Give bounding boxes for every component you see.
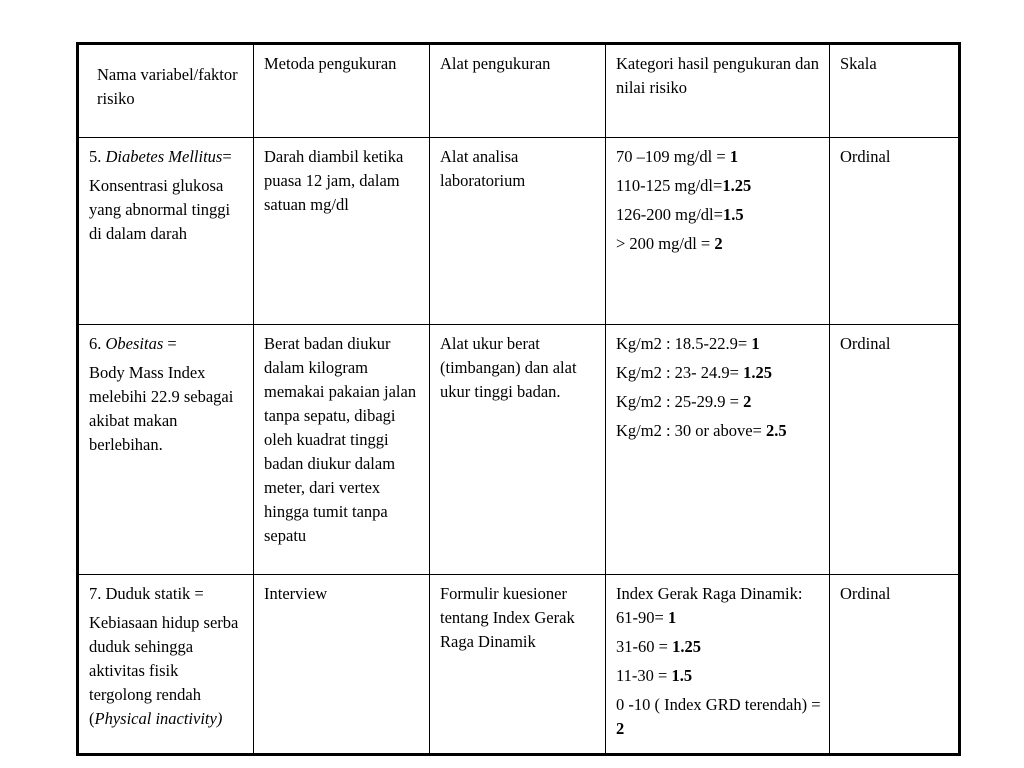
risk-value: 1.5 <box>722 205 744 224</box>
row-number: 7. <box>89 584 102 603</box>
table-row <box>78 325 960 575</box>
category-label: 70 –109 mg/dl = <box>616 147 730 166</box>
category-cell <box>606 575 830 755</box>
variable-name: Duduk statik = <box>105 584 204 603</box>
category-label: 31-60 = <box>616 637 673 656</box>
category-line <box>616 419 821 443</box>
risk-value: 2 <box>743 392 752 411</box>
header-category: Kategori hasil pengukuran dan nilai risiko <box>606 44 830 138</box>
risk-value: 1 <box>729 147 739 166</box>
tool-cell: Alat ukur berat (timbangan) dan alat ukur tinggi badan. <box>430 325 606 575</box>
category-line <box>616 582 821 630</box>
risk-value: 1.25 <box>722 176 752 195</box>
category-label: Kg/m2 : 25-29.9 = <box>616 392 744 411</box>
tool-cell: Formulir kuesioner tentang Index Gerak Raga Dinamik <box>430 575 606 755</box>
category-label: 0 -10 ( Index GRD terendah) = <box>616 695 821 714</box>
risk-value: 1.5 <box>671 666 693 685</box>
category-label: 126-200 mg/dl= <box>616 205 723 224</box>
risk-value: 2 <box>616 719 625 738</box>
header-method: Metoda pengukuran <box>254 44 430 138</box>
variable-name: Diabetes Mellitus <box>105 147 223 166</box>
variable-name: Obesitas <box>105 334 164 353</box>
risk-value: 2 <box>714 234 723 253</box>
risk-factor-table <box>76 42 961 756</box>
category-label: Kg/m2 : 23- 24.9= <box>616 363 744 382</box>
category-cell <box>606 138 830 325</box>
variable-cell <box>78 325 254 575</box>
table-row <box>78 575 960 755</box>
header-variable: Nama variabel/faktor risiko <box>78 44 254 138</box>
risk-value: 1 <box>667 608 677 627</box>
scale-cell: Ordinal <box>830 325 960 575</box>
category-line <box>616 174 821 198</box>
category-label: Kg/m2 : 30 or above= <box>616 421 766 440</box>
header-row <box>78 44 960 138</box>
category-line <box>616 145 821 169</box>
risk-value: 2.5 <box>766 421 787 440</box>
scale-cell: Ordinal <box>830 575 960 755</box>
category-line <box>616 390 821 414</box>
category-line <box>616 693 821 741</box>
tool-cell: Alat analisa laboratorium <box>430 138 606 325</box>
category-label: Kg/m2 : 18.5-22.9= <box>616 334 752 353</box>
equals-sign: = <box>222 147 232 166</box>
method-cell: Berat badan diukur dalam kilogram memakai pakaian jalan tanpa sepatu, dibagi oleh kuadrat tinggi badan diukur dalam meter, dari vertex hingga tumit tanpa sepatu <box>254 325 430 575</box>
definition-italic: Physical inactivity) <box>94 709 223 728</box>
definition-text: Kebiasaan hidup serba duduk sehingga aktivitas fisik tergolong rendah ( <box>89 613 239 728</box>
header-scale: Skala <box>830 44 960 138</box>
risk-value: 1.25 <box>672 637 701 656</box>
variable-definition: Konsentrasi glukosa yang abnormal tinggi di dalam darah <box>89 176 231 243</box>
variable-cell <box>78 138 254 325</box>
category-cell <box>606 325 830 575</box>
scale-cell: Ordinal <box>830 138 960 325</box>
category-label: 11-30 = <box>616 666 672 685</box>
risk-value: 1 <box>751 334 760 353</box>
variable-title <box>89 145 245 169</box>
method-cell: Darah diambil ketika puasa 12 jam, dalam satuan mg/dl <box>254 138 430 325</box>
category-label: 110-125 mg/dl= <box>616 176 723 195</box>
risk-value: 1.25 <box>743 363 772 382</box>
category-line <box>616 232 821 256</box>
category-line <box>616 635 821 659</box>
variable-title <box>89 582 245 606</box>
category-line <box>616 361 821 385</box>
variable-title <box>89 332 245 356</box>
variable-definition: Body Mass Index melebihi 22.9 sebagai akibat makan berlebihan. <box>89 363 234 454</box>
header-tool: Alat pengukuran <box>430 44 606 138</box>
variable-definition <box>89 611 245 731</box>
row-number: 5. <box>89 147 102 166</box>
variable-cell <box>78 575 254 755</box>
category-line <box>616 664 821 688</box>
table-row <box>78 138 960 325</box>
equals-sign: = <box>163 334 177 353</box>
row-number: 6. <box>89 334 102 353</box>
category-label: Index Gerak Raga Dinamik: 61-90= <box>616 584 803 627</box>
method-cell: Interview <box>254 575 430 755</box>
category-label: > 200 mg/dl = <box>616 234 715 253</box>
category-line <box>616 203 821 227</box>
category-line <box>616 332 821 356</box>
